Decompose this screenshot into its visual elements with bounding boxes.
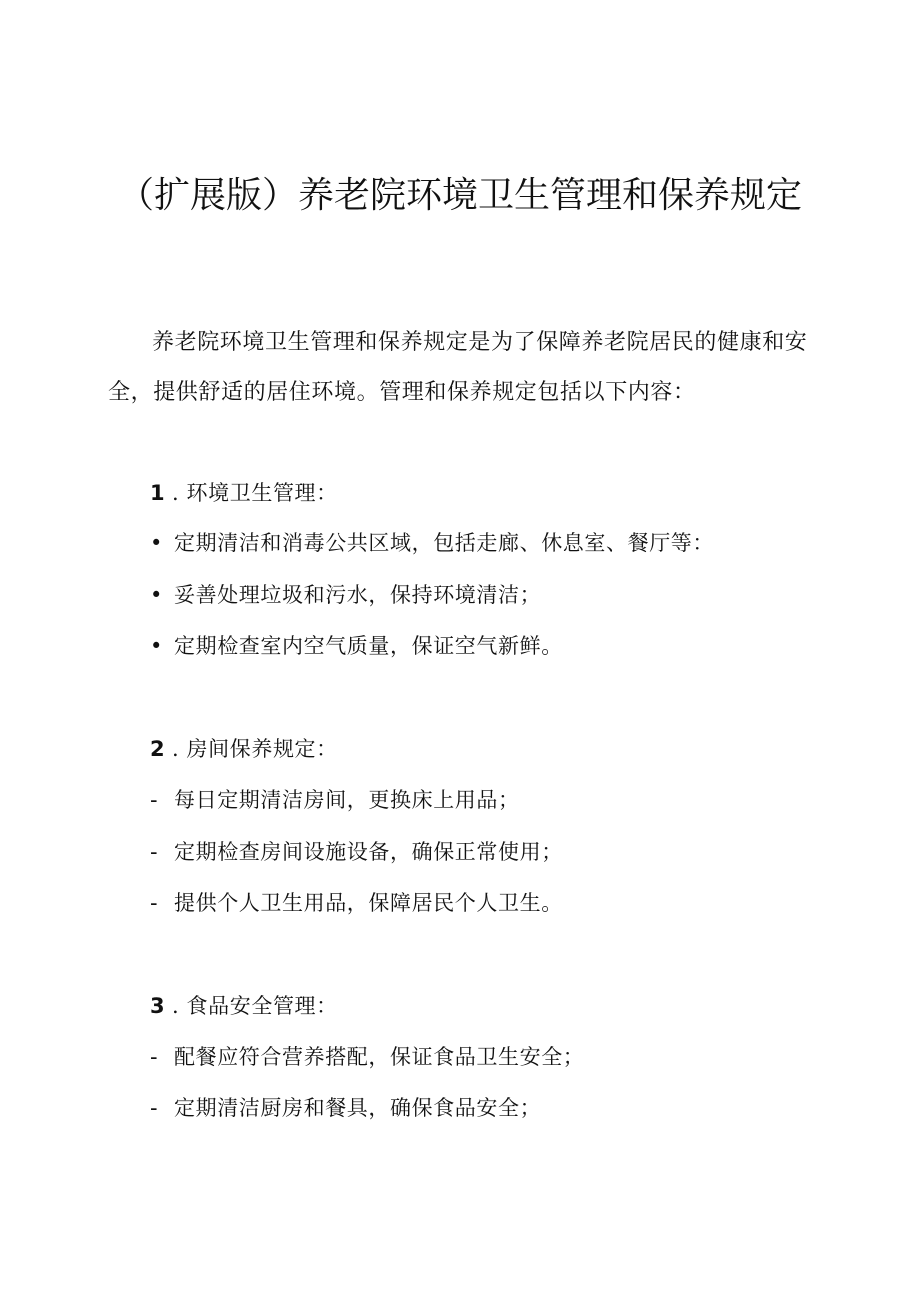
list-item-text: 妥善处理垃圾和污水，保持环境清洁； (174, 583, 542, 607)
list-item-text: 提供个人卫生用品，保障居民个人卫生。 (174, 891, 563, 915)
intro-paragraph: 养老院环境卫生管理和保养规定是为了保障养老院居民的健康和安全，提供舒适的居住环境。管理和保养规定包括以下内容： (108, 330, 808, 405)
list-item (150, 1042, 584, 1072)
bullet-marker: • (150, 583, 163, 607)
dash-marker: - (150, 788, 159, 812)
list-item (150, 528, 714, 558)
list-item (150, 1093, 541, 1123)
bullet-marker: • (150, 634, 163, 658)
list-item-text: 配餐应符合营养搭配，保证食品卫生安全； (174, 1045, 585, 1069)
section-heading-3 (150, 991, 338, 1021)
list-item (150, 888, 563, 918)
section-heading-1 (150, 478, 338, 508)
section-number-1: 1 (150, 481, 166, 505)
list-item (150, 580, 541, 610)
section-heading-text-1: . 环境卫生管理： (172, 481, 338, 505)
list-item-text: 定期清洁和消毒公共区域，包括走廊、休息室、餐厅等： (174, 531, 714, 555)
list-item-text: 定期清洁厨房和餐具，确保食品安全； (174, 1096, 542, 1120)
dash-marker: - (150, 891, 159, 915)
list-item (150, 837, 563, 867)
section-heading-text-2: . 房间保养规定： (172, 737, 338, 761)
dash-marker: - (150, 840, 159, 864)
section-heading-text-3: . 食品安全管理： (172, 994, 338, 1018)
list-item (150, 631, 563, 661)
dash-marker: - (150, 1096, 159, 1120)
list-item-text: 定期检查房间设施设备，确保正常使用； (174, 840, 563, 864)
section-heading-2 (150, 734, 338, 764)
document-title: （扩展版）养老院环境卫生管理和保养规定 (117, 175, 802, 216)
list-item-text: 定期检查室内空气质量，保证空气新鲜。 (174, 634, 563, 658)
dash-marker: - (150, 1045, 159, 1069)
list-item (150, 785, 520, 815)
section-number-3: 3 (150, 994, 166, 1018)
section-number-2: 2 (150, 737, 166, 761)
list-item-text: 每日定期清洁房间，更换床上用品； (174, 788, 520, 812)
bullet-marker: • (150, 531, 163, 555)
